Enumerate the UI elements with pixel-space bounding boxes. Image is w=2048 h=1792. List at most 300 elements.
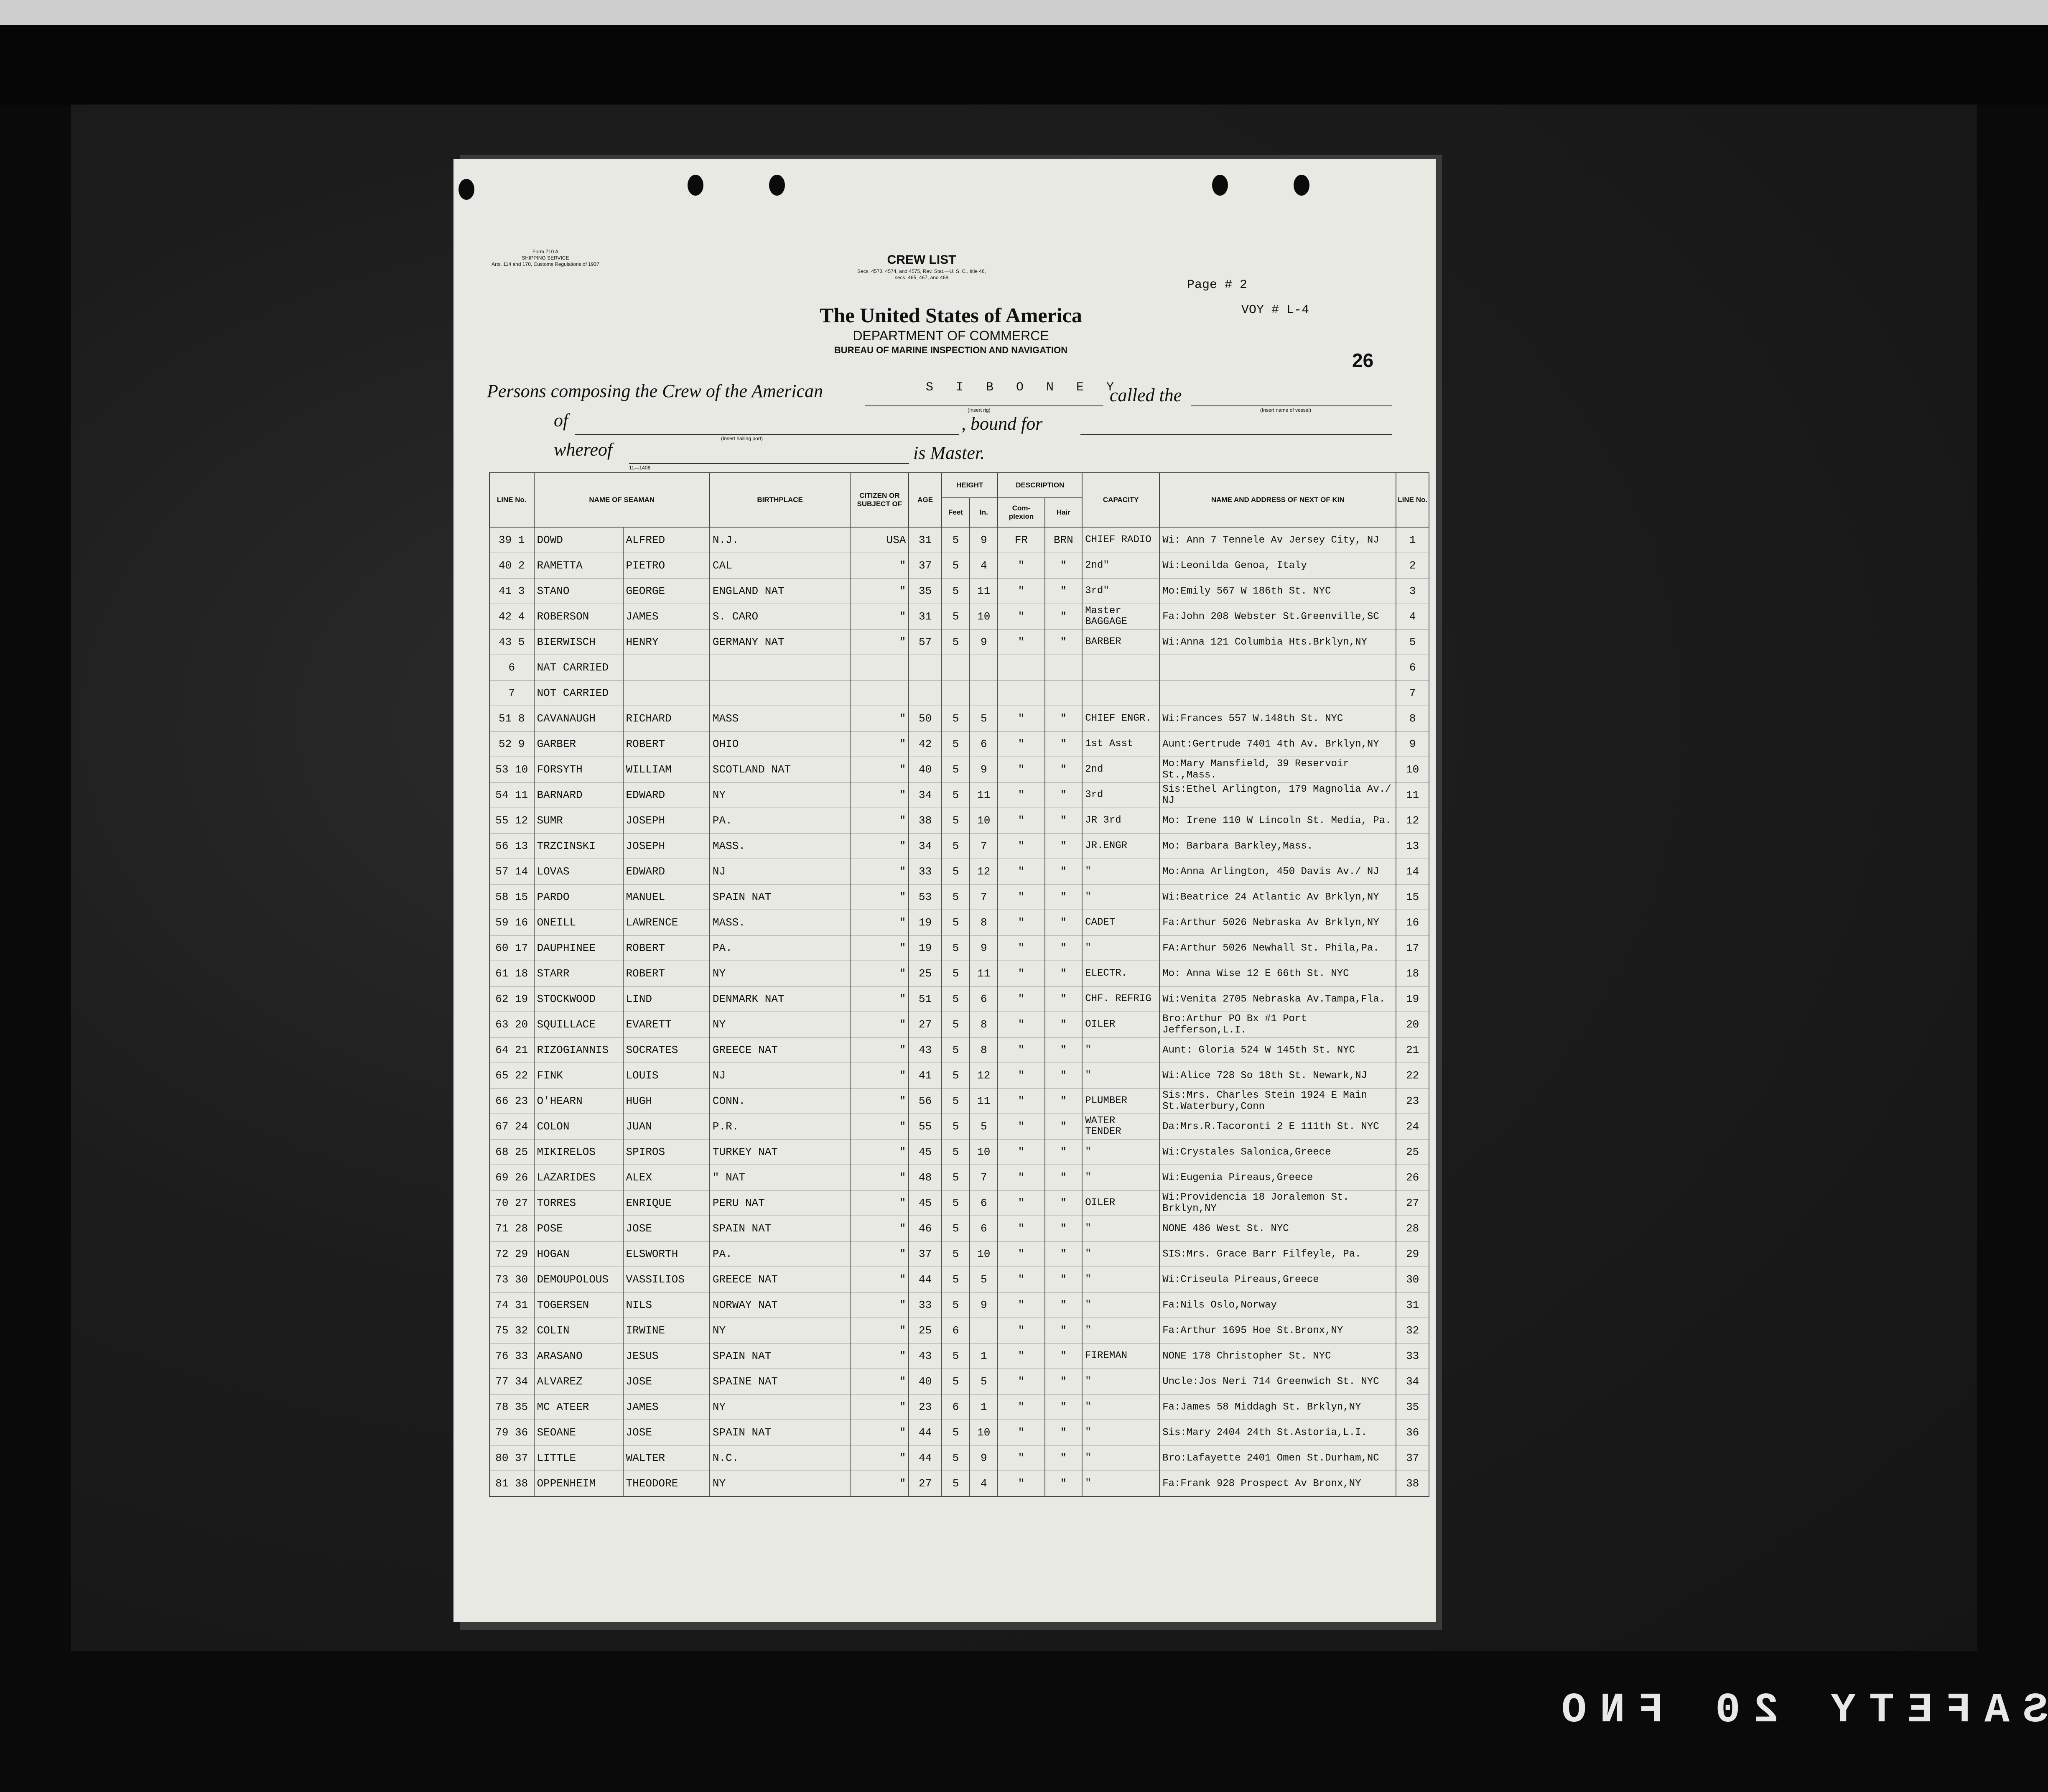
destination-line [1080, 434, 1392, 435]
citizen-cell: " [850, 1420, 909, 1445]
age-cell: 40 [909, 1369, 941, 1394]
line-number-right-cell: 8 [1396, 706, 1429, 732]
height-feet-cell: 5 [942, 808, 970, 834]
citizen-cell: " [850, 757, 909, 783]
line-no-right-header: LINE No. [1396, 473, 1429, 527]
crew-row [489, 961, 1429, 986]
capacity-cell: PLUMBER [1082, 1088, 1159, 1114]
next-of-kin-cell: Mo:Emily 567 W 186th St. NYC [1159, 579, 1396, 604]
birthplace-cell [710, 655, 850, 681]
crew-list-document [453, 159, 1436, 1622]
citizen-cell: " [850, 1012, 909, 1037]
height-inches-cell: 10 [970, 1420, 998, 1445]
citizen-cell: " [850, 553, 909, 579]
height-inches-cell: 5 [970, 1114, 998, 1139]
surname-cell: STARR [534, 961, 623, 986]
form-identifier: Form 710 A SHIPPING SERVICE Arts. 114 and 170, Customs Regulations of 1937 [492, 249, 599, 267]
line-number-cell: 60 17 [489, 936, 534, 961]
height-feet-cell: 5 [942, 1292, 970, 1318]
age-cell: 44 [909, 1267, 941, 1292]
description-header: DESCRIPTION [998, 473, 1082, 498]
next-of-kin-cell: NONE 178 Christopher St. NYC [1159, 1343, 1396, 1369]
next-of-kin-cell: Fa:Arthur 1695 Hoe St.Bronx,NY [1159, 1318, 1396, 1343]
citizen-cell: " [850, 885, 909, 910]
line-number-cell: 7 [489, 681, 534, 706]
height-feet-cell: 5 [942, 1088, 970, 1114]
height-feet-cell: 5 [942, 1114, 970, 1139]
birthplace-cell: NY [710, 783, 850, 808]
given-name-cell: ROBERT [623, 936, 710, 961]
capacity-cell: WATER TENDER [1082, 1114, 1159, 1139]
next-of-kin-cell: SIS:Mrs. Grace Barr Filfeyle, Pa. [1159, 1241, 1396, 1267]
line-number-right-cell: 24 [1396, 1114, 1429, 1139]
height-inches-cell: 9 [970, 757, 998, 783]
age-cell: 27 [909, 1471, 941, 1497]
given-name-cell: WALTER [623, 1445, 710, 1471]
given-name-cell: JAMES [623, 1394, 710, 1420]
hair-cell: " [1045, 1471, 1083, 1497]
line-no-header: LINE No. [489, 473, 534, 527]
hair-cell [1045, 655, 1083, 681]
citizen-cell: " [850, 579, 909, 604]
next-of-kin-cell: Mo: Barbara Barkley,Mass. [1159, 834, 1396, 859]
crew-row [489, 1292, 1429, 1318]
height-inches-cell: 6 [970, 732, 998, 757]
capacity-cell: JR.ENGR [1082, 834, 1159, 859]
citizen-cell [850, 681, 909, 706]
next-of-kin-cell: Aunt:Gertrude 7401 4th Av. Brklyn,NY [1159, 732, 1396, 757]
complexion-cell: " [998, 1394, 1044, 1420]
capacity-cell: " [1082, 1165, 1159, 1190]
capacity-header: CAPACITY [1082, 473, 1159, 527]
hair-cell: " [1045, 1012, 1083, 1037]
surname-cell: LOVAS [534, 859, 623, 885]
age-cell: 38 [909, 808, 941, 834]
citizen-cell: " [850, 1369, 909, 1394]
height-inches-cell [970, 681, 998, 706]
crew-row [489, 1343, 1429, 1369]
sheet-number: 26 [1352, 349, 1374, 371]
crew-row [489, 757, 1429, 783]
surname-cell: ARASANO [534, 1343, 623, 1369]
birthplace-cell: N.C. [710, 1445, 850, 1471]
capacity-cell: " [1082, 1369, 1159, 1394]
hair-cell: " [1045, 553, 1083, 579]
birthplace-cell: GREECE NAT [710, 1037, 850, 1063]
citizen-cell: " [850, 1318, 909, 1343]
hair-cell: " [1045, 1088, 1083, 1114]
next-of-kin-cell: Fa:John 208 Webster St.Greenville,SC [1159, 604, 1396, 630]
height-inches-cell: 1 [970, 1343, 998, 1369]
crew-row [489, 1190, 1429, 1216]
line-number-cell: 57 14 [489, 859, 534, 885]
capacity-cell: " [1082, 1394, 1159, 1420]
given-name-cell: SOCRATES [623, 1037, 710, 1063]
birthplace-cell: MASS. [710, 910, 850, 936]
film-top-strip [0, 0, 2048, 105]
line-number-right-cell: 21 [1396, 1037, 1429, 1063]
complexion-cell: " [998, 1420, 1044, 1445]
given-name-cell: ROBERT [623, 961, 710, 986]
surname-cell: ROBERSON [534, 604, 623, 630]
hair-cell: " [1045, 1216, 1083, 1241]
line-number-cell: 52 9 [489, 732, 534, 757]
complexion-cell: " [998, 808, 1044, 834]
height-inches-cell: 11 [970, 961, 998, 986]
next-of-kin-cell: Fa:James 58 Middagh St. Brklyn,NY [1159, 1394, 1396, 1420]
height-feet-cell: 5 [942, 1471, 970, 1497]
birthplace-cell: GREECE NAT [710, 1267, 850, 1292]
line-number-cell: 71 28 [489, 1216, 534, 1241]
birthplace-header: BIRTHPLACE [710, 473, 850, 527]
next-of-kin-cell: Mo: Irene 110 W Lincoln St. Media, Pa. [1159, 808, 1396, 834]
line-number-right-cell: 27 [1396, 1190, 1429, 1216]
line-number-right-cell: 34 [1396, 1369, 1429, 1394]
crew-row [489, 1012, 1429, 1037]
height-feet-cell: 5 [942, 1139, 970, 1165]
department-heading: DEPARTMENT OF COMMERCE [853, 328, 1049, 343]
capacity-cell: " [1082, 859, 1159, 885]
line-number-cell: 42 4 [489, 604, 534, 630]
next-of-kin-cell: Mo:Anna Arlington, 450 Davis Av./ NJ [1159, 859, 1396, 885]
complexion-cell: " [998, 630, 1044, 655]
height-inches-cell: 7 [970, 834, 998, 859]
punch-hole [769, 175, 785, 196]
citizen-cell: " [850, 706, 909, 732]
complexion-cell: " [998, 1292, 1044, 1318]
hair-cell: " [1045, 604, 1083, 630]
capacity-cell: " [1082, 1471, 1159, 1497]
surname-cell: PARDO [534, 885, 623, 910]
crew-row [489, 986, 1429, 1012]
line-number-cell: 70 27 [489, 1190, 534, 1216]
next-of-kin-cell: Wi:Venita 2705 Nebraska Av.Tampa,Fla. [1159, 986, 1396, 1012]
complexion-cell: FR [998, 527, 1044, 553]
given-name-cell: JAMES [623, 604, 710, 630]
height-feet-cell: 5 [942, 910, 970, 936]
birthplace-cell: " NAT [710, 1165, 850, 1190]
next-of-kin-cell: Wi:Eugenia Pireaus,Greece [1159, 1165, 1396, 1190]
punch-hole [459, 179, 474, 200]
citizen-cell: " [850, 1165, 909, 1190]
line-number-cell: 69 26 [489, 1165, 534, 1190]
bureau-heading: BUREAU OF MARINE INSPECTION AND NAVIGATION [834, 345, 1068, 355]
capacity-cell: OILER [1082, 1012, 1159, 1037]
height-feet-cell: 5 [942, 1165, 970, 1190]
surname-cell: GARBER [534, 732, 623, 757]
given-name-cell: JOSE [623, 1369, 710, 1394]
capacity-cell: CHF. REFRIG [1082, 986, 1159, 1012]
citizen-cell: " [850, 859, 909, 885]
crew-row [489, 1394, 1429, 1420]
surname-cell: TRZCINSKI [534, 834, 623, 859]
hair-cell: " [1045, 936, 1083, 961]
crew-row [489, 783, 1429, 808]
citizen-cell: " [850, 1037, 909, 1063]
crew-row [489, 1088, 1429, 1114]
birthplace-cell [710, 681, 850, 706]
next-of-kin-cell: FA:Arthur 5026 Newhall St. Phila,Pa. [1159, 936, 1396, 961]
country-heading: The United States of America [820, 303, 1082, 327]
line-number-right-cell: 22 [1396, 1063, 1429, 1088]
crew-row [489, 834, 1429, 859]
height-inches-cell: 9 [970, 1292, 998, 1318]
given-name-cell: EDWARD [623, 859, 710, 885]
birthplace-cell: NY [710, 1318, 850, 1343]
capacity-cell: " [1082, 885, 1159, 910]
surname-cell: TORRES [534, 1190, 623, 1216]
height-inches-cell: 6 [970, 1190, 998, 1216]
height-inches-cell: 8 [970, 1037, 998, 1063]
birthplace-cell: SPAIN NAT [710, 885, 850, 910]
port-hint: (Insert hailing port) [721, 436, 763, 441]
line-number-right-cell: 37 [1396, 1445, 1429, 1471]
complexion-cell: " [998, 961, 1044, 986]
punch-hole [688, 175, 703, 196]
height-feet-cell: 5 [942, 757, 970, 783]
complexion-cell: " [998, 706, 1044, 732]
next-of-kin-cell: Fa:Arthur 5026 Nebraska Av Brklyn,NY [1159, 910, 1396, 936]
height-inches-cell: 10 [970, 1139, 998, 1165]
line-number-cell: 58 15 [489, 885, 534, 910]
complexion-cell: " [998, 859, 1044, 885]
citizen-cell: " [850, 808, 909, 834]
capacity-cell: " [1082, 1420, 1159, 1445]
complexion-cell: " [998, 834, 1044, 859]
given-name-cell: LAWRENCE [623, 910, 710, 936]
age-header: AGE [909, 473, 941, 527]
next-of-kin-cell: Wi:Leonilda Genoa, Italy [1159, 553, 1396, 579]
complexion-cell: " [998, 936, 1044, 961]
given-name-cell: EDWARD [623, 783, 710, 808]
birthplace-cell: SCOTLAND NAT [710, 757, 850, 783]
birthplace-cell: SPAINE NAT [710, 1369, 850, 1394]
capacity-cell: " [1082, 1318, 1159, 1343]
punch-hole [1212, 175, 1228, 196]
citizen-cell: " [850, 1445, 909, 1471]
crew-row [489, 1037, 1429, 1063]
next-of-kin-cell: Fa:Frank 928 Prospect Av Bronx,NY [1159, 1471, 1396, 1497]
hair-cell: BRN [1045, 527, 1083, 553]
citizen-cell: " [850, 936, 909, 961]
surname-cell: LAZARIDES [534, 1165, 623, 1190]
citizen-cell: " [850, 1063, 909, 1088]
surname-cell: BIERWISCH [534, 630, 623, 655]
surname-cell: MC ATEER [534, 1394, 623, 1420]
age-cell: 35 [909, 579, 941, 604]
surname-cell: CAVANAUGH [534, 706, 623, 732]
height-feet-cell: 5 [942, 859, 970, 885]
height-inches-cell: 9 [970, 527, 998, 553]
line-number-cell: 79 36 [489, 1420, 534, 1445]
line-number-cell: 65 22 [489, 1063, 534, 1088]
birthplace-cell: NY [710, 961, 850, 986]
birthplace-cell: SPAIN NAT [710, 1420, 850, 1445]
height-feet-cell: 5 [942, 1216, 970, 1241]
line-number-right-cell: 17 [1396, 936, 1429, 961]
hair-cell: " [1045, 630, 1083, 655]
line-number-right-cell: 12 [1396, 808, 1429, 834]
page-number: Page # 2 [1187, 278, 1248, 292]
given-name-cell: VASSILIOS [623, 1267, 710, 1292]
inches-header: In. [970, 498, 998, 527]
crew-row [489, 1165, 1429, 1190]
vessel-line [1191, 405, 1392, 406]
citizen-cell: " [850, 1190, 909, 1216]
surname-cell: RIZOGIANNIS [534, 1037, 623, 1063]
age-cell: 57 [909, 630, 941, 655]
complexion-cell: " [998, 910, 1044, 936]
surname-cell: NAT CARRIED [534, 655, 623, 681]
next-of-kin-cell: Fa:Nils Oslo,Norway [1159, 1292, 1396, 1318]
birthplace-cell: NY [710, 1471, 850, 1497]
line-number-right-cell: 38 [1396, 1471, 1429, 1497]
capacity-cell: CADET [1082, 910, 1159, 936]
age-cell: 43 [909, 1037, 941, 1063]
hair-cell: " [1045, 1241, 1083, 1267]
height-feet-cell: 5 [942, 936, 970, 961]
surname-cell: FINK [534, 1063, 623, 1088]
line-number-right-cell: 31 [1396, 1292, 1429, 1318]
age-cell: 33 [909, 859, 941, 885]
given-name-cell: PIETRO [623, 553, 710, 579]
height-inches-cell: 5 [970, 1369, 998, 1394]
crew-row [489, 732, 1429, 757]
birthplace-cell: TURKEY NAT [710, 1139, 850, 1165]
hair-cell: " [1045, 910, 1083, 936]
surname-cell: OPPENHEIM [534, 1471, 623, 1497]
given-name-cell: MANUEL [623, 885, 710, 910]
age-cell: 23 [909, 1394, 941, 1420]
age-cell: 37 [909, 553, 941, 579]
next-of-kin-cell: Wi:Alice 728 So 18th St. Newark,NJ [1159, 1063, 1396, 1088]
hair-cell: " [1045, 1139, 1083, 1165]
line-number-right-cell: 23 [1396, 1088, 1429, 1114]
feet-header: Feet [942, 498, 970, 527]
age-cell: 45 [909, 1190, 941, 1216]
line-number-right-cell: 4 [1396, 604, 1429, 630]
birthplace-cell: MASS. [710, 834, 850, 859]
line-number-right-cell: 20 [1396, 1012, 1429, 1037]
given-name-cell: GEORGE [623, 579, 710, 604]
capacity-cell: " [1082, 1216, 1159, 1241]
complexion-cell: " [998, 553, 1044, 579]
capacity-cell [1082, 681, 1159, 706]
line-number-cell: 75 32 [489, 1318, 534, 1343]
height-inches-cell: 9 [970, 1445, 998, 1471]
crew-row [489, 808, 1429, 834]
height-inches-cell: 11 [970, 579, 998, 604]
complexion-cell: " [998, 1241, 1044, 1267]
line-number-right-cell: 6 [1396, 655, 1429, 681]
surname-cell: COLON [534, 1114, 623, 1139]
birthplace-cell: CONN. [710, 1088, 850, 1114]
surname-cell: STOCKWOOD [534, 986, 623, 1012]
citizen-cell: " [850, 1139, 909, 1165]
given-name-cell: JUAN [623, 1114, 710, 1139]
height-inches-cell [970, 1318, 998, 1343]
line-number-right-cell: 36 [1396, 1420, 1429, 1445]
complexion-cell: " [998, 1369, 1044, 1394]
height-feet-cell [942, 655, 970, 681]
line-number-cell: 74 31 [489, 1292, 534, 1318]
hair-cell: " [1045, 1369, 1083, 1394]
age-cell: 53 [909, 885, 941, 910]
line-number-right-cell: 2 [1396, 553, 1429, 579]
crew-row [489, 859, 1429, 885]
age-cell: 44 [909, 1420, 941, 1445]
birthplace-cell: MASS [710, 706, 850, 732]
capacity-cell: " [1082, 1139, 1159, 1165]
citizen-header: CITIZEN OR SUBJECT OF [850, 473, 909, 527]
hair-cell: " [1045, 1343, 1083, 1369]
form-title: CREW LIST [887, 253, 956, 267]
given-name-cell [623, 655, 710, 681]
port-line [575, 434, 959, 435]
hair-cell: " [1045, 1292, 1083, 1318]
line-number-right-cell: 14 [1396, 859, 1429, 885]
surname-cell: DOWD [534, 527, 623, 553]
birthplace-cell: OHIO [710, 732, 850, 757]
height-inches-cell: 11 [970, 783, 998, 808]
height-feet-cell: 5 [942, 1369, 970, 1394]
age-cell: 43 [909, 1343, 941, 1369]
citizen-cell: " [850, 783, 909, 808]
capacity-cell: 3rd [1082, 783, 1159, 808]
citizen-cell: " [850, 1241, 909, 1267]
surname-cell: LITTLE [534, 1445, 623, 1471]
height-inches-cell: 10 [970, 604, 998, 630]
hair-cell: " [1045, 783, 1083, 808]
line-number-right-cell: 10 [1396, 757, 1429, 783]
given-name-cell: JOSEPH [623, 808, 710, 834]
crew-table-body [489, 527, 1429, 1496]
hair-cell: " [1045, 732, 1083, 757]
complexion-cell: " [998, 783, 1044, 808]
height-feet-cell: 5 [942, 604, 970, 630]
given-name-cell: THEODORE [623, 1471, 710, 1497]
height-inches-cell [970, 655, 998, 681]
complexion-cell: " [998, 1267, 1044, 1292]
surname-cell: DEMOUPOLOUS [534, 1267, 623, 1292]
surname-cell: HOGAN [534, 1241, 623, 1267]
age-cell: 50 [909, 706, 941, 732]
hair-cell: " [1045, 1165, 1083, 1190]
crew-row [489, 1471, 1429, 1497]
complexion-cell: " [998, 1343, 1044, 1369]
height-inches-cell: 5 [970, 1267, 998, 1292]
line-number-cell: 66 23 [489, 1088, 534, 1114]
kin-header: NAME AND ADDRESS OF NEXT OF KIN [1159, 473, 1396, 527]
birthplace-cell: SPAIN NAT [710, 1216, 850, 1241]
bound-for-text: , bound for [961, 413, 1043, 434]
next-of-kin-cell: Bro:Lafayette 2401 Omen St.Durham,NC [1159, 1445, 1396, 1471]
height-feet-cell: 5 [942, 553, 970, 579]
given-name-cell: HENRY [623, 630, 710, 655]
hair-cell: " [1045, 1037, 1083, 1063]
surname-cell: O'HEARN [534, 1088, 623, 1114]
surname-cell: ONEILL [534, 910, 623, 936]
next-of-kin-cell: Aunt: Gloria 524 W 145th St. NYC [1159, 1037, 1396, 1063]
line-number-cell: 51 8 [489, 706, 534, 732]
surname-cell: ALVAREZ [534, 1369, 623, 1394]
line-number-cell: 77 34 [489, 1369, 534, 1394]
line-number-cell: 56 13 [489, 834, 534, 859]
crew-row [489, 1369, 1429, 1394]
line-number-cell: 78 35 [489, 1394, 534, 1420]
next-of-kin-cell: Sis:Mary 2404 24th St.Astoria,L.I. [1159, 1420, 1396, 1445]
next-of-kin-cell: Wi:Beatrice 24 Atlantic Av Brklyn,NY [1159, 885, 1396, 910]
